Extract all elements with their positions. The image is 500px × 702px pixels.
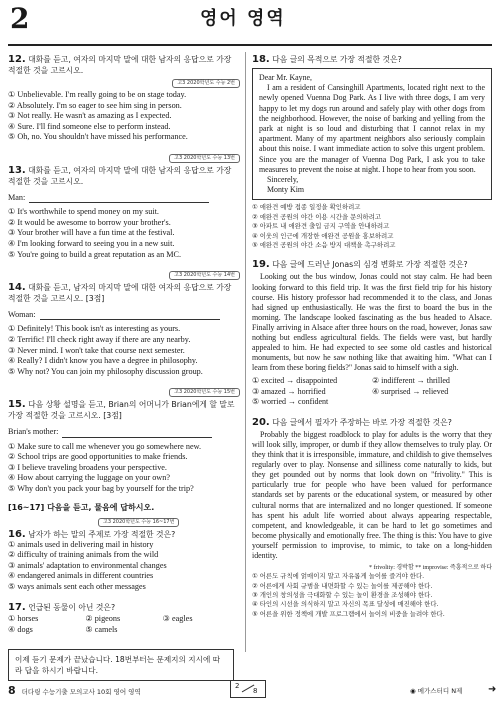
question-number: 19. <box>252 259 270 271</box>
question-14 <box>8 269 240 377</box>
question-16 <box>8 516 240 593</box>
left-column <box>8 54 240 681</box>
option-4[interactable]: ④ dogs <box>8 624 33 634</box>
footer-left <box>8 684 141 697</box>
option-2[interactable]: ② difficulty of training animals from the wild <box>8 550 159 560</box>
speaker-label: Woman: <box>8 310 36 320</box>
question-18 <box>252 54 492 250</box>
option-3[interactable]: ③ 아파트 내 애완견 출입 금지 구역을 안내하려고 <box>252 222 390 231</box>
option-3[interactable]: ③ I believe traveling broadens your perspective. <box>8 462 167 472</box>
column-divider <box>245 52 246 652</box>
letter-box <box>252 68 492 200</box>
option-1[interactable]: ① animals used in delivering mail in history <box>8 539 154 549</box>
option-5[interactable]: ⑤ 애완견 공원의 야간 소음 방지 대책을 촉구하려고 <box>252 241 396 250</box>
question-title: 다음 글에 드러난 Jonas의 심경 변화로 가장 적절한 것은? <box>272 260 468 270</box>
footer-book-title: 더다링 수능기출 모의고사 10회 영어 영역 <box>21 688 141 696</box>
option-5[interactable]: ⑤ camels <box>85 624 118 634</box>
option-4[interactable]: ④ I'm looking forward to seeing you in a new suit. <box>8 238 175 248</box>
option-2[interactable]: ② 어른에게 사회 규범을 내면화할 수 있는 놀이를 제공해야 한다. <box>252 581 433 590</box>
question-title: 대화를 듣고, 남자의 마지막 말에 대한 여자의 응답으로 가장 적절한 것을 고르시오. [3점] <box>8 283 232 304</box>
question-number: 16. <box>8 528 26 540</box>
question-title: 남자가 하는 말의 주제로 가장 적절한 것은? <box>28 529 176 539</box>
speaker-label: Man: <box>8 192 26 202</box>
option-5[interactable]: ⑤ worried → confident <box>252 397 329 407</box>
letter-signature: Monty Kim <box>267 185 305 195</box>
source-badge: 고3 2020학년도 수능 13번 <box>169 154 240 163</box>
option-3[interactable]: ③ eagles <box>162 613 193 623</box>
option-3[interactable]: ③ amazed → horrified <box>252 386 326 396</box>
question-number: 14. <box>8 282 26 294</box>
option-1[interactable]: ① Unbelievable. I'm really going to be on stage today. <box>8 90 187 99</box>
question-title: 언급된 동물이 아닌 것은? <box>28 602 116 612</box>
question-number: 13. <box>8 164 26 176</box>
option-1[interactable]: ① Definitely! This book isn't as interesting as yours. <box>8 324 181 334</box>
question-17 <box>8 602 240 635</box>
option-2[interactable]: ② pigeons <box>85 613 121 623</box>
option-4[interactable]: ④ 이웃의 인근에 개장한 애완견 공원을 홍보하려고 <box>252 231 394 240</box>
option-5[interactable]: ⑤ Why not? You can join my philosophy discussion group. <box>8 366 203 376</box>
option-4[interactable]: ④ Sure. I'll find someone else to perform instead. <box>8 121 171 131</box>
section-heading: [16~17] 다음을 듣고, 물음에 답하시오. <box>8 503 155 513</box>
header-rule <box>8 44 492 46</box>
option-2[interactable]: ② School trips are good opportunities to make friends. <box>8 452 188 462</box>
question-12 <box>8 54 240 143</box>
page-indicator <box>230 680 266 698</box>
source-badge: 고3 2020학년도 수능 14번 <box>169 271 240 280</box>
option-4[interactable]: ④ endangered animals in different countries <box>8 571 154 581</box>
letter-greeting: Dear Mr. Kayne, <box>259 73 313 82</box>
option-4[interactable]: ④ 타인의 시선을 의식하지 말고 자신의 목표 달성에 매진해야 한다. <box>252 600 439 609</box>
right-column <box>252 54 492 628</box>
option-1[interactable]: ① excited → disappointed <box>252 376 338 386</box>
footer-page: 8 <box>8 684 16 697</box>
option-1[interactable]: ① 어른도 규칙에 얽매이지 말고 자유롭게 놀이를 즐겨야 한다. <box>252 572 425 581</box>
question-20 <box>252 417 492 619</box>
speaker-line <box>8 193 240 203</box>
option-1[interactable]: ① horses <box>8 613 39 623</box>
total-pages: 8 <box>253 687 258 695</box>
source-badge: 고3 2020학년도 수능 15번 <box>169 388 240 397</box>
option-1[interactable]: ① It's worthwhile to spend money on my suit. <box>8 207 159 217</box>
source-badge: 고3 2020학년도 수능 2번 <box>172 79 240 88</box>
question-19 <box>252 259 492 407</box>
option-grid <box>252 376 492 408</box>
question-title: 다음 글에서 필자가 주장하는 바로 가장 적절한 것은? <box>272 417 452 427</box>
question-number: 18. <box>252 54 270 65</box>
option-1[interactable]: ① Make sure to call me whenever you go somewhere new. <box>8 441 202 451</box>
question-number: 20. <box>252 416 270 428</box>
option-4[interactable]: ④ How about carrying the luggage on your own? <box>8 473 170 483</box>
subject-title: 영어 영역 <box>200 8 286 29</box>
question-title: 대화를 듣고, 여자의 마지막 말에 대한 남자의 응답으로 가장 적절한 것을 고르시오. <box>8 55 232 75</box>
option-2[interactable]: ② Terrific! I'll check right away if there are any nearby. <box>8 334 191 344</box>
option-2[interactable]: ② 애완견 공원의 야간 이용 시간을 문의하려고 <box>252 212 382 221</box>
answer-blank <box>40 319 220 320</box>
speaker-line <box>8 427 240 437</box>
source-badge: 고3 2020학년도 수능 16~17번 <box>98 518 179 527</box>
letter-body: I am a resident of Cansinghill Apartments, located right next to the newly opened Vuenna Dog Park. As I live with three dogs, I am very happy to let my dogs run around and safely play with other dogs from the neighborhood. However, the noise of barking and yelling from the park at night is so loud and disturbing that I cannot relax in my apartment. Many of my apartment neighbors also seriously complain about this noise. I want immediate action to solve this urgent problem. Since you are the manager of Vuenna Dog Park, I ask you to take measures to prevent the noise at night. I hope to hear from you soon. <box>259 83 485 174</box>
question-number: 15. <box>8 399 26 411</box>
question-number: 17. <box>8 601 26 613</box>
option-grid <box>8 613 240 635</box>
option-2[interactable]: ② indifferent → thrilled <box>372 376 450 386</box>
option-3[interactable]: ③ 개인의 창의성을 극대화할 수 있는 놀이 환경을 조성해야 한다. <box>252 590 433 599</box>
speaker-line <box>8 310 240 320</box>
next-page-arrow-icon: ➜ <box>488 684 497 695</box>
question-title: 다음 글의 목적으로 가장 적절한 것은? <box>272 55 402 64</box>
passage: Probably the biggest roadblock to play for adults is the worry that they will look silly, improper, or dumb if they allow themselves to truly play. Or they think that it is irresponsible, immature, and childish to give themselves regularly over to play. Nonsense and silliness come naturally to kids, but they get pounded out by norms that look down on "frivolity." This is particularly true for people who have been valued for performance standards set by parents or the educational system, or measured by other cultural norms that are internalized and no longer questioned. If someone has spent his adult life worried about always appearing respectable, competent, and knowledgeable, it can be hard to let go sometimes and become physically and emotionally free. The thing is this: You have to give yourself permission to improvise, to mimic, to take on a long-hidden identity. <box>252 429 492 561</box>
option-5[interactable]: ⑤ Oh, no. You shouldn't have missed his performance. <box>8 132 188 142</box>
option-3[interactable]: ③ Not really. He wasn't as amazing as I expected. <box>8 111 172 121</box>
option-3[interactable]: ③ Never mind. I won't take that course next semester. <box>8 345 185 355</box>
question-number: 12. <box>8 54 26 65</box>
current-page: 2 <box>235 682 240 690</box>
footnote: * frivolity: 경박함 ** improvise: 즉흥적으로 하다 <box>369 565 492 572</box>
option-3[interactable]: ③ Your brother will have a fun time at the festival. <box>8 228 175 238</box>
option-5[interactable]: ⑤ 어른을 위한 정책에 개발 프로그램에서 놀이의 비중을 늘려야 한다. <box>252 609 445 618</box>
question-13 <box>8 152 240 260</box>
question-title: 다음 상황 설명을 듣고, Brian의 어머니가 Brian에게 할 말로 가장 적절한 것을 고르시오. [3점] <box>8 400 235 421</box>
option-5[interactable]: ⑤ Why don't you pack your bag by yourself for the trip? <box>8 483 194 493</box>
option-2[interactable]: ② Absolutely. I'm so eager to see him sing in person. <box>8 100 182 110</box>
question-title: 대화를 듣고, 여자의 마지막 말에 대한 남자의 응답으로 가장 적절한 것을 고르시오. <box>8 165 232 186</box>
option-4[interactable]: ④ surprised → relieved <box>372 386 449 396</box>
question-15 <box>8 386 240 494</box>
option-1[interactable]: ① 애완견 예방 접종 일정을 확인하려고 <box>252 203 361 212</box>
answer-blank <box>62 437 212 438</box>
option-4[interactable]: ④ Really? I didn't know you have a degree in philosophy. <box>8 356 198 366</box>
page-number: 2 <box>10 2 30 35</box>
listening-end-notice: 이제 듣기 문제가 끝났습니다. 18번부터는 문제지의 지시에 따라 답을 하시기 바랍니다. <box>8 649 234 681</box>
option-2[interactable]: ② It would be awesome to borrow your brother's. <box>8 217 171 227</box>
option-5[interactable]: ⑤ ways animals sent each other messages <box>8 582 146 592</box>
passage: Looking out the bus window, Jonas could not stay calm. He had been looking forward to this field trip. It was the first field trip for his history course. His history professor had recommended it to the class, and Jonas had signed up enthusiastically. He was the first to board the bus in the morning. The landscape looked fascinating as the bus headed to Alsace. Finally arriving in Alsace after three hours on the road, however, Jonas saw nothing but endless agricultural fields. The fields were vast, but hardly appealed to him. He had expected to see some old castles and historical monuments, but now he saw nothing like that awaiting him. "What can I learn from these boring fields?" Jonas said to himself with a sigh. <box>252 272 492 373</box>
letter-closing: Sincerely, <box>267 175 299 185</box>
option-3[interactable]: ③ animals' adaptation to environmental changes <box>8 560 167 570</box>
option-5[interactable]: ⑤ You're going to build a great reputation as an MC. <box>8 249 181 259</box>
speaker-label: Brian's mother: <box>8 427 59 437</box>
publisher-logo: ◉ 메가스터디 N제 <box>410 687 463 695</box>
answer-blank <box>29 202 209 203</box>
